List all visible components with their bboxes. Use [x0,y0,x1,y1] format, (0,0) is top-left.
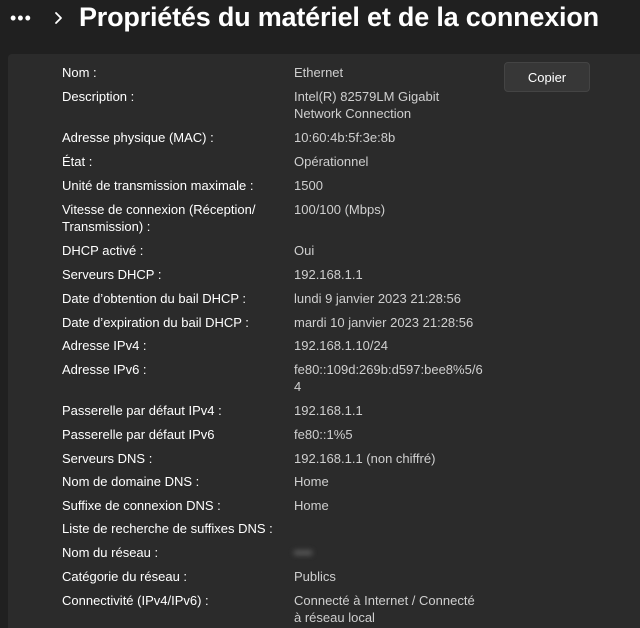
property-value: mardi 10 janvier 2023 21:28:56 [294,315,474,330]
property-label: Nom : [62,65,97,80]
property-label: Adresse IPv4 : [62,338,147,353]
property-value: fe80::1%5 [294,427,353,442]
property-label: Nom du réseau : [62,545,159,560]
property-label: Connectivité (IPv4/IPv6) : [62,593,209,608]
property-value: lundi 9 janvier 2023 21:28:56 [294,291,461,306]
property-label: Adresse IPv6 : [62,362,147,377]
property-label: Suffixe de connexion DNS : [62,498,221,513]
property-label: État : [62,154,93,169]
page-header [0,0,640,48]
property-label: Passerelle par défaut IPv6 [62,427,215,442]
property-value: 192.168.1.1 [294,403,363,418]
chevron-right-icon [53,8,65,28]
property-value: 1500 [294,178,323,193]
property-label: Catégorie du réseau : [62,569,188,584]
property-value: Opérationnel [294,154,369,169]
property-label: Serveurs DHCP : [62,267,162,282]
property-value: 10:60:4b:5f:3e:8b [294,130,396,145]
property-value: Home [294,498,329,513]
property-label: Adresse physique (MAC) : [62,130,214,145]
property-value: Connecté à Internet / Connecté à réseau local [294,593,475,625]
property-value: Home [294,474,329,489]
property-value: 192.168.1.10/24 [294,338,388,353]
property-value: Publics [294,569,336,584]
property-label: Passerelle par défaut IPv4 : [62,403,222,418]
property-label: Date d’obtention du bail DHCP : [62,291,247,306]
property-label: Nom de domaine DNS : [62,474,200,489]
property-label: Liste de recherche de suffixes DNS : [62,521,273,536]
property-value: Ethernet [294,65,344,80]
property-label: Date d’expiration du bail DHCP : [62,315,249,330]
property-value: 192.168.1.1 (non chiffré) [294,451,436,466]
page-title: Propriétés du matériel et de la connexion [79,2,599,32]
more-options-icon[interactable]: ••• [10,8,32,28]
property-value: Intel(R) 82579LM Gigabit Network Connection [294,89,440,121]
property-label: DHCP activé : [62,243,144,258]
property-label: Description : [62,89,135,104]
copy-button[interactable]: Copier [504,62,590,92]
property-label: Vitesse de connexion (Réception/ Transmission) : [62,202,256,234]
property-label: Unité de transmission maximale : [62,178,254,193]
property-value-redacted: •••• [294,545,313,560]
property-value: 192.168.1.1 [294,267,363,282]
property-label: Serveurs DNS : [62,451,153,466]
property-value: 100/100 (Mbps) [294,202,386,217]
property-value: fe80::109d:269b:d597:bee8%5/64 [294,362,483,394]
property-value: Oui [294,243,315,258]
